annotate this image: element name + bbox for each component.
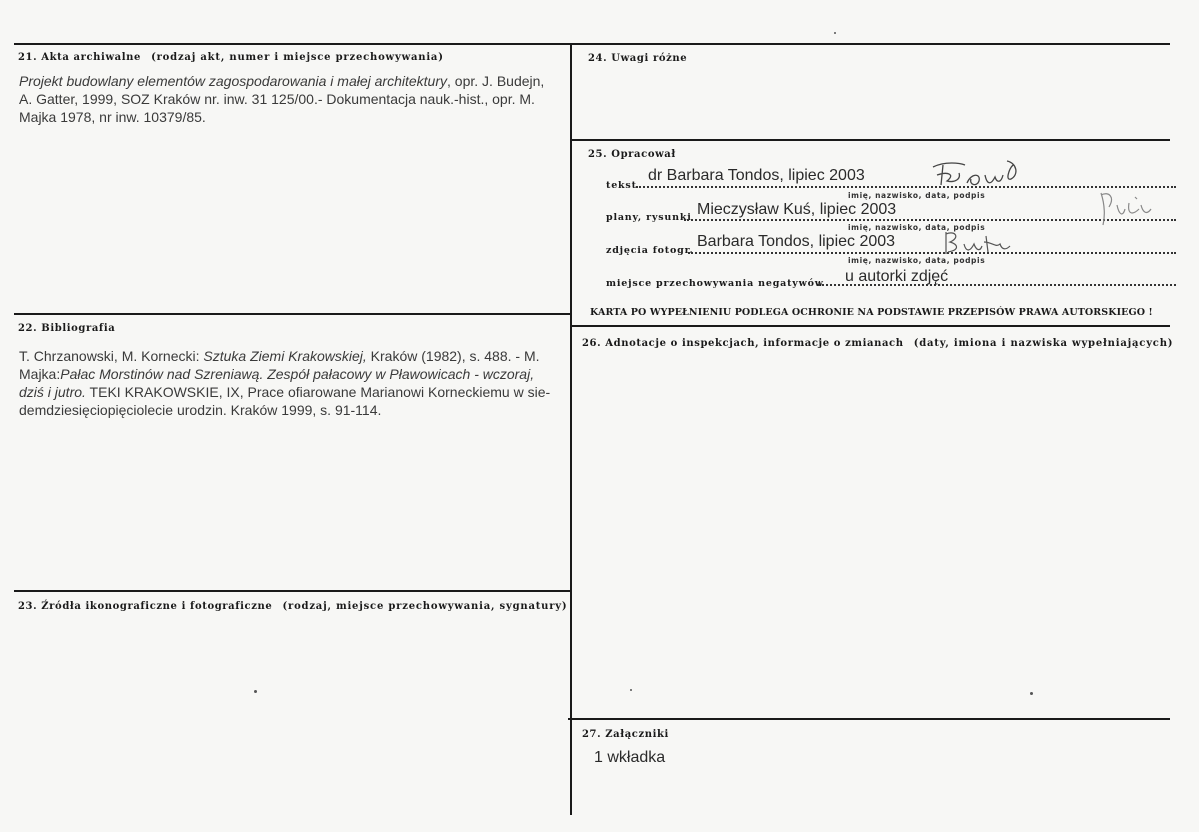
text-author-hint: imię, nazwisko, data, podpis <box>848 191 986 200</box>
drawings-author-value: Mieczysław Kuś, lipiec 2003 <box>697 201 897 218</box>
bib-line1-italic: Sztuka Ziemi Krakowskiej, <box>203 348 367 364</box>
drawings-author-hint: imię, nazwisko, data, podpis <box>848 223 986 232</box>
bib-line1-a: T. Chrzanowski, M. Kornecki: <box>19 348 204 364</box>
section-27-title: 27. Załączniki <box>582 729 669 740</box>
negatives-location-value: u autorki zdjęć <box>845 268 949 285</box>
rule-24-25 <box>572 139 1170 141</box>
scan-speck <box>630 689 632 691</box>
photos-author-dotline <box>688 252 1176 254</box>
section-26-title: 26. Adnotacje o inspekcjach, informacje o zmianach <box>582 338 904 349</box>
bib-line1-b: Kraków (1982), s. 488. - M. <box>366 348 540 364</box>
bib-line3-italic: dziś i jutro. <box>19 384 86 400</box>
bib-line2-a: Majka: <box>19 366 61 382</box>
bib-line2-italic: Pałac Morstinów nad Szreniawą. Zespół pałacowy w Pławowicach - wczoraj, <box>60 366 535 382</box>
section-21-subtitle: (rodzaj akt, numer i miejsce przechowywania) <box>151 52 444 63</box>
archive-text-line3: Majka 1978, nr inw. 10379/85. <box>19 109 206 125</box>
section-23-header <box>18 601 567 612</box>
scan-speck <box>254 690 257 693</box>
archive-text-line2: A. Gatter, 1999, SOZ Kraków nr. inw. 31 125/00.- Dokumentacja nauk.-hist., opr. M. <box>19 91 535 107</box>
scan-speck <box>1030 692 1033 695</box>
middle-divider <box>570 43 572 815</box>
section-21-text <box>19 72 564 126</box>
signature-drawings-author <box>1095 185 1155 230</box>
section-23-subtitle: (rodzaj, miejsce przechowywania, sygnatury) <box>282 601 568 612</box>
section-24-title: 24. Uwagi różne <box>588 53 688 64</box>
scan-speck <box>834 32 836 34</box>
section-25-title: 25. Opracował <box>588 149 676 160</box>
photos-author-label: zdjęcia fotogr. <box>606 245 694 256</box>
signature-text-author <box>925 155 1025 195</box>
section-26-subtitle: (daty, imiona i nazwiska wypełniających) <box>913 338 1174 349</box>
rule-21-22 <box>14 313 570 315</box>
bibliography-text <box>19 347 564 419</box>
bib-line4: demdziesięciopięciolecie urodzin. Kraków 1999, s. 91-114. <box>19 402 382 418</box>
copyright-notice: KARTA PO WYPEŁNIENIU PODLEGA OCHRONIE NA PODSTAWIE PRZEPISÓW PRAWA AUTORSKIEGO ! <box>590 307 1153 318</box>
drawings-author-label: plany, rysunki <box>606 212 692 223</box>
archive-text-line1: , opr. J. Budejn, <box>447 73 545 89</box>
text-author-label: tekst <box>606 180 637 191</box>
section-23-title: 23. Źródła ikonograficzne i fotograficzne <box>18 601 273 612</box>
section-22-title: 22. Bibliografia <box>18 323 116 334</box>
section-21-header <box>18 52 444 63</box>
negatives-location-label: miejsce przechowywania negatywów <box>606 278 824 289</box>
rule-26-27 <box>568 718 1170 720</box>
photos-author-value: Barbara Tondos, lipiec 2003 <box>697 233 896 250</box>
section-21-title: 21. Akta archiwalne <box>18 52 141 63</box>
rule-25-26 <box>572 325 1170 327</box>
rule-22-23 <box>14 590 570 592</box>
photos-author-hint: imię, nazwisko, data, podpis <box>848 256 986 265</box>
text-author-value: dr Barbara Tondos, lipiec 2003 <box>648 167 865 184</box>
top-rule <box>14 43 1170 45</box>
attachments-value: 1 wkładka <box>594 749 666 766</box>
archive-project-title: Projekt budowlany elementów zagospodarowania i małej architektury <box>19 73 448 89</box>
bib-line3-b: TEKI KRAKOWSKIE, IX, Prace ofiarowane Marianowi Korneckiemu w sie- <box>85 384 551 400</box>
signature-photos-author <box>940 226 1015 258</box>
section-26-header <box>582 338 1173 349</box>
